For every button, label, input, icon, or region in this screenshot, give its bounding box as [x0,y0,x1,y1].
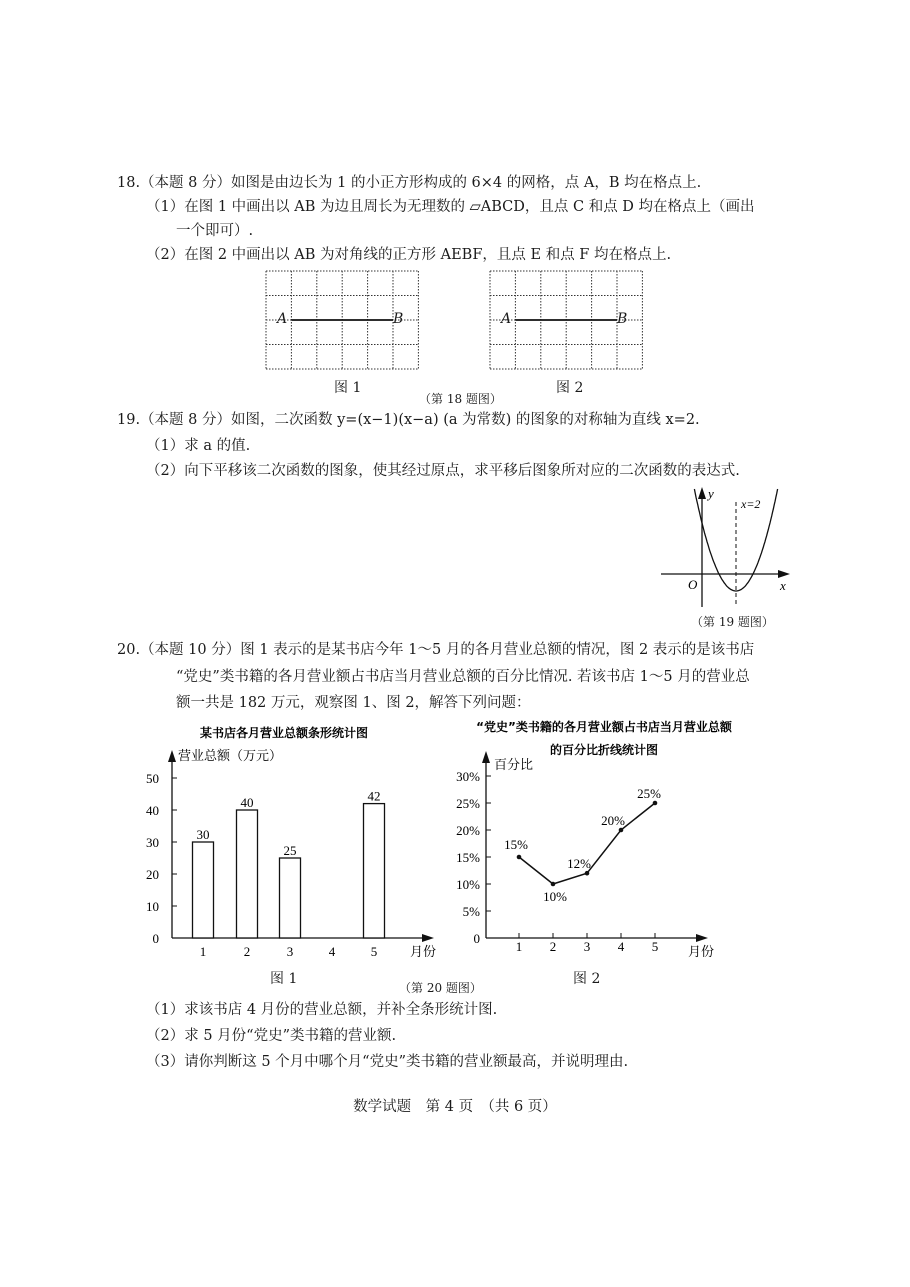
bar-data-label: 25 [283,843,297,858]
q18-fig2-label: 图 2 [556,380,584,396]
bar [364,804,385,938]
bar-data-label: 30 [196,827,210,842]
y-tick-label: 40 [146,803,159,818]
bar [280,858,301,938]
x-tick-label: 1 [515,939,523,954]
data-point [517,855,522,860]
y-tick-label: 10 [146,899,159,914]
y-axis-label: y [708,486,714,501]
q18-point-b2: B [617,311,628,327]
bar-chart-title: 某书店各月营业总额条形统计图 [199,726,369,740]
q20-part2: （2）求 5 月份“党史”类书籍的营业额. [146,1028,397,1044]
q20-line3: 额一共是 182 万元，观察图 1、图 2，解答下列问题： [176,695,531,711]
q20-line2: “党史”类书籍的各月营业额占书店当月营业总额的百分比情况. 若该书店 1～5 月的营业总 [176,669,750,685]
bar [237,810,258,938]
data-point [585,871,590,876]
q18-part2: （2）在图 2 中画出以 AB 为对角线的正方形 AEBF，且点 E 和点 F 均在格点上. [146,247,672,263]
y-tick-label: 50 [146,771,159,786]
point-data-label: 20% [601,813,625,828]
y-axis-arrow-icon [482,751,490,763]
bar-data-label: 40 [240,795,254,810]
y-tick-label: 15% [456,850,480,865]
x-tick-label: 5 [370,944,378,959]
q20-line1: 20.（本题 10 分）图 1 表示的是某书店今年 1～5 月的各月营业总额的情况，图 2 表示的是该书店 [117,642,755,658]
y-tick-label: 10% [456,877,480,892]
q20-fig1-label: 图 1 [270,971,298,987]
y-tick-label: 20 [146,867,159,882]
y-tick-label: 20% [456,823,480,838]
x-tick-label: 3 [286,944,294,959]
q18-point-b1: B [393,311,404,327]
x-tick-label: 2 [549,939,557,954]
q19-part1: （1）求 a 的值. [146,438,251,454]
bar-chart-ylabel: 营业总额（万元） [178,748,283,763]
origin-label: O [688,577,698,592]
line-chart-title-2: 的百分比折线统计图 [549,743,659,757]
q18-point-a2: A [501,311,512,327]
x-tick-label: 4 [617,939,625,954]
x-tick-label: 1 [199,944,207,959]
q20-fig2-label: 图 2 [573,971,601,987]
point-data-label: 25% [637,786,661,801]
x-tick-label: 3 [583,939,591,954]
x-tick-label: 2 [243,944,251,959]
line-chart-title-1: “党史”类书籍的各月营业额占书店当月营业总额 [476,720,732,734]
symmetry-axis-label: x=2 [741,497,761,511]
x-tick-label: 4 [328,944,336,959]
bar-chart-xlabel: 月份 [410,944,437,959]
q19-part2: （2）向下平移该二次函数的图象，使其经过原点，求平移后图象所对应的二次函数的表达式. [146,463,740,479]
y-tick-label: 30 [146,835,159,850]
data-point [551,882,556,887]
point-data-label: 10% [543,889,567,904]
q18-caption: （第 18 题图） [419,392,502,406]
y-axis-arrow-icon [168,750,176,762]
line-chart-ylabel: 百分比 [494,757,534,772]
y-tick-label: 0 [152,931,159,946]
line-chart-xlabel: 月份 [688,944,715,959]
q19-stem: 19.（本题 8 分）如图，二次函数 y=(x−1)(x−a) (a 为常数) 的图象的对称轴为直线 x=2. [117,412,700,428]
x-tick-label: 5 [651,939,659,954]
y-tick-label: 0 [473,931,480,946]
bar-data-label: 42 [367,788,381,804]
x-axis-arrow-icon [696,934,708,942]
point-data-label: 15% [504,837,528,852]
page-footer: 数学试题 第 4 页 （共 6 页） [353,1099,557,1115]
q18-point-a1: A [277,311,288,327]
q18-part1: （1）在图 1 中画出以 AB 为边且周长为无理数的 ▱ABCD，且点 C 和点 D 均在格点上（画出 [146,199,755,215]
q18-fig1-label: 图 1 [334,380,362,396]
q20-part1: （1）求该书店 4 月份的营业总额，并补全条形统计图. [146,1002,498,1018]
q18-stem: 18.（本题 8 分）如图是由边长为 1 的小正方形构成的 6×4 的网格，点 A，B 均在格点上. [117,175,702,191]
y-tick-label: 5% [462,904,480,919]
q19-caption: （第 19 题图） [691,615,774,629]
point-data-label: 12% [567,856,591,872]
y-tick-label: 30% [456,769,480,784]
y-tick-label: 25% [456,796,480,811]
data-point [653,801,658,806]
x-axis-arrow-icon [422,934,434,942]
q18-part1-cont: 一个即可）. [176,223,254,239]
x-axis-label: x [780,578,786,593]
q20-caption: （第 20 题图） [399,981,482,995]
data-point [619,828,624,833]
bar [193,842,214,938]
q20-part3: （3）请你判断这 5 个月中哪个月“党史”类书籍的营业额最高，并说明理由. [146,1054,629,1070]
